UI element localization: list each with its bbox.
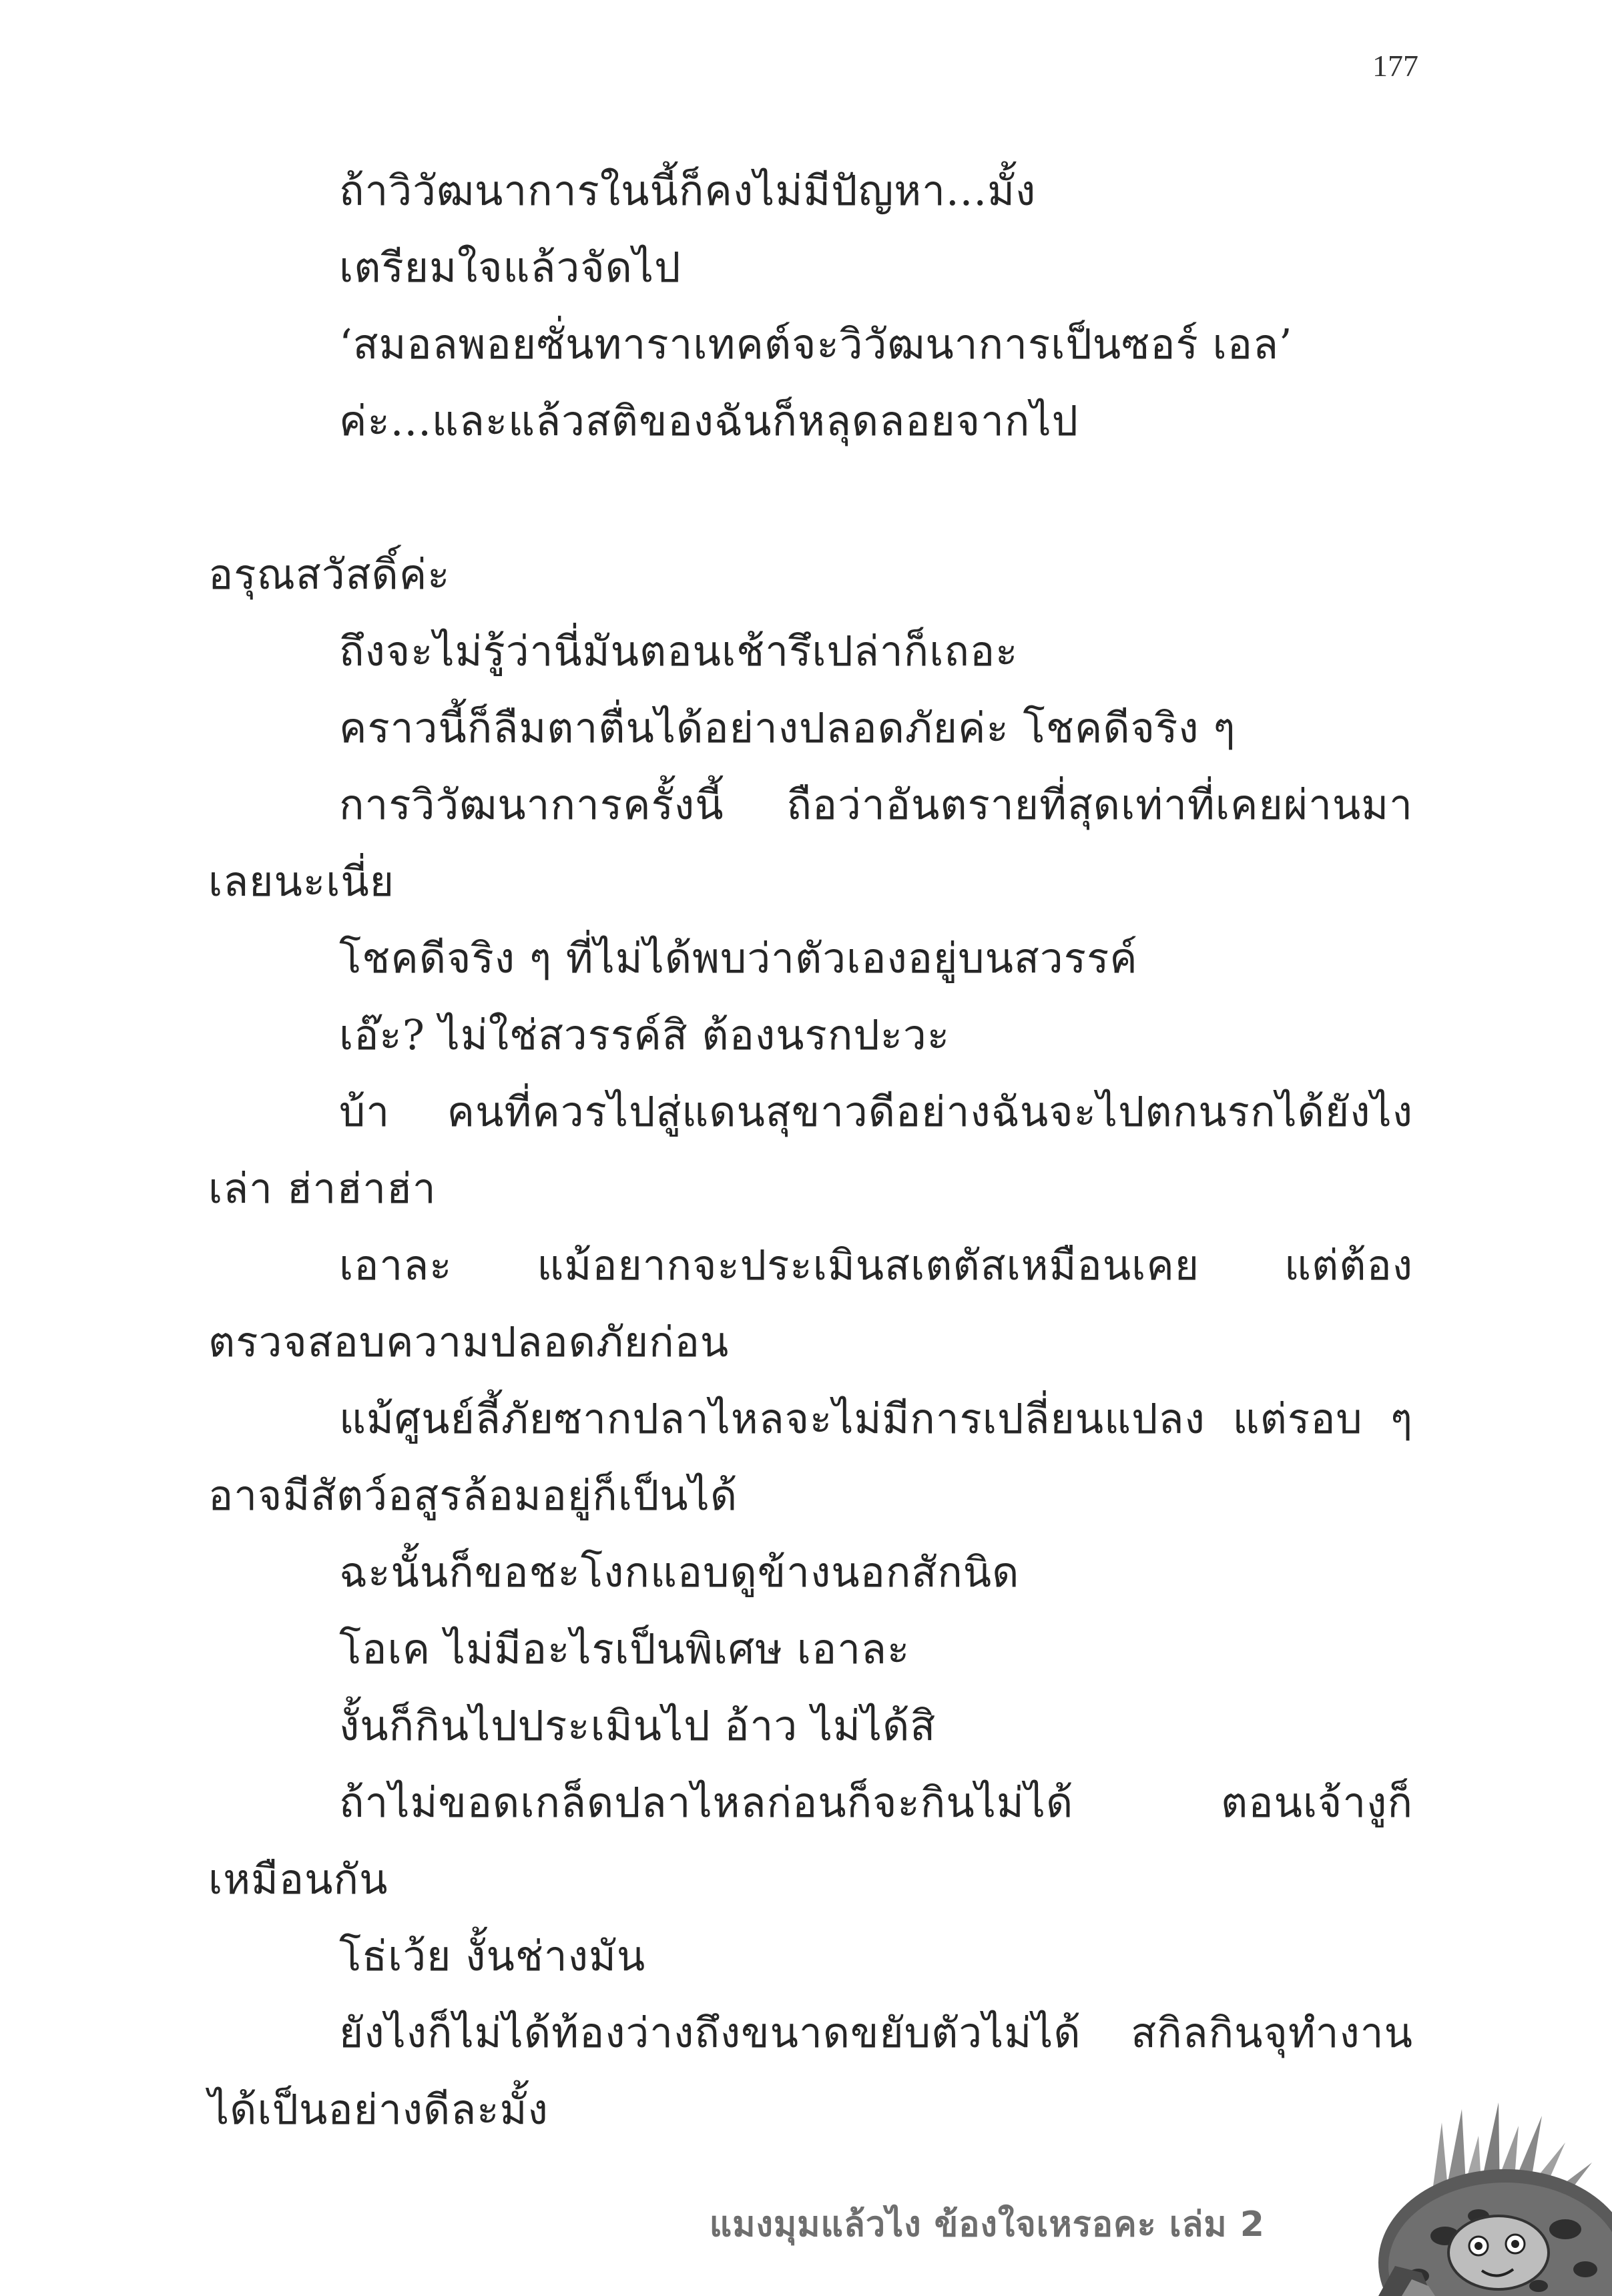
text-line: เอ๊ะ? ไม่ใช่สวรรค์สิ ต้องนรกปะวะ — [339, 1011, 951, 1059]
spider-mascot-illustration — [1278, 2096, 1612, 2296]
page-number: 177 — [1372, 49, 1418, 83]
text-line: ‘สมอลพอยซั่นทาราเทคต์จะวิวัฒนาการเป็นซอร์ เอล’ — [339, 320, 1293, 368]
text-line: อรุณสวัสดิ์ค่ะ — [208, 550, 451, 599]
text-line: ถึงจะไม่รู้ว่านี่มันตอนเช้ารึเปล่าก็เถอะ — [339, 627, 1019, 675]
body-text — [208, 152, 1413, 2148]
text-line: บ้า คนที่ควรไปสู่แดนสุขาวดีอย่างฉันจะไปตกนรกได้ยังไง — [339, 1087, 1413, 1136]
text-line: ถ้าวิวัฒนาการในนี้ก็คงไม่มีปัญหา...มั้ง — [339, 166, 1037, 215]
text-line: อาจมีสัตว์อสูรล้อมอยู่ก็เป็นได้ — [208, 1471, 738, 1520]
text-line: โอเค ไม่มีอะไรเป็นพิเศษ เอาละ — [339, 1625, 910, 1673]
text-line: เอาละ แม้อยากจะประเมินสเตตัสเหมือนเคย แต่ต้อง — [339, 1241, 1413, 1289]
paragraph-break — [208, 459, 1413, 536]
text-line: โชคดีจริง ๆ ที่ไม่ได้พบว่าตัวเองอยู่บนสวรรค์ — [339, 934, 1138, 982]
text-line: การวิวัฒนาการครั้งนี้ ถือว่าอันตรายที่สุดเท่าที่เคยผ่านมา — [339, 780, 1413, 829]
text-line: เตรียมใจแล้วจัดไป — [339, 243, 682, 292]
text-line: ถ้าไม่ขอดเกล็ดปลาไหลก่อนก็จะกินไม่ได้ ตอนเจ้างูก็ — [339, 1778, 1413, 1827]
book-title-footer: แมงมุมแล้วไง ข้องใจเหรอคะ เล่ม 2 — [709, 2205, 1265, 2245]
text-line: เหมือนกัน — [208, 1855, 388, 1904]
text-line: ค่ะ...และแล้วสติของฉันก็หลุดลอยจากไป — [339, 396, 1079, 445]
text-line: ได้เป็นอย่างดีละมั้ง — [208, 2085, 549, 2134]
text-line: ฉะนั้นก็ขอชะโงกแอบดูข้างนอกสักนิด — [339, 1548, 1020, 1597]
text-line: แม้ศูนย์ลี้ภัยซากปลาไหลจะไม่มีการเปลี่ยนแปลง แต่รอบ ๆ — [339, 1394, 1413, 1443]
text-line: โธ่เว้ย งั้นช่างมัน — [339, 1932, 646, 1980]
text-line: งั้นก็กินไปประเมินไป อ้าว ไม่ได้สิ — [339, 1701, 936, 1750]
text-line: เล่า ฮ่าฮ่าฮ่า — [208, 1164, 437, 1213]
text-line: ยังไงก็ไม่ได้ท้องว่างถึงขนาดขยับตัวไม่ได้ สกิลกินจุทำงาน — [339, 2008, 1413, 2057]
text-line: เลยนะเนี่ย — [208, 857, 395, 906]
text-line: ตรวจสอบความปลอดภัยก่อน — [208, 1318, 730, 1366]
text-line: คราวนี้ก็ลืมตาตื่นได้อย่างปลอดภัยค่ะ โชคดีจริง ๆ — [339, 703, 1236, 752]
